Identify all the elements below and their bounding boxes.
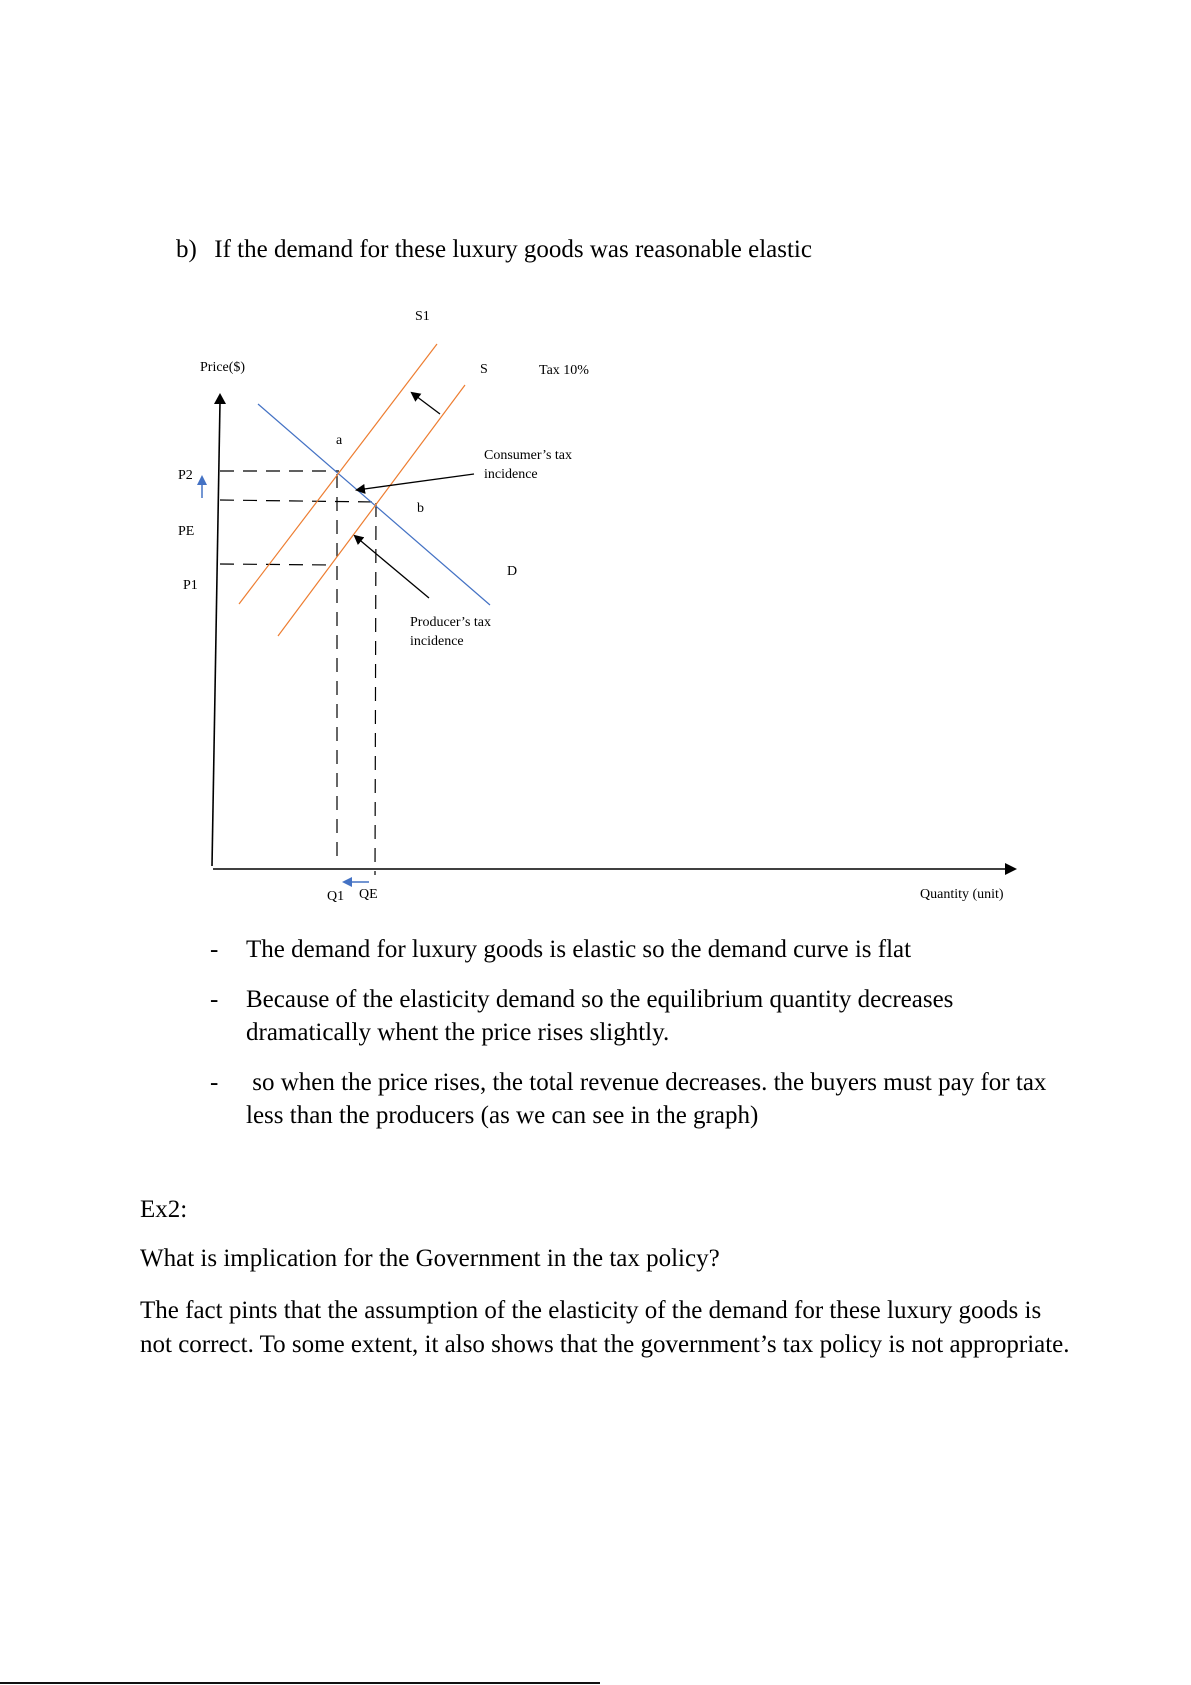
supply-curve-s1 (239, 344, 437, 604)
price-label-p1: P1 (183, 578, 198, 593)
point-label-a: a (336, 433, 343, 448)
shift-arrow-icon (412, 393, 440, 414)
list-item: - Because of the elasticity demand so the equilibrium quantity decreases dramatically whent the price rises slightly. (210, 986, 954, 1046)
demand-curve (258, 404, 490, 605)
exercise-answer: The fact pints that the assumption of the elasticity of the demand for these luxury goods is not correct. To some extent, it also shows that the government’s tax policy is not appropriate. (140, 1297, 1070, 1358)
section-number: b) (176, 236, 197, 263)
curve-label-s1: S1 (415, 309, 430, 324)
point-label-b: b (417, 501, 424, 516)
price-label-pe: PE (178, 524, 195, 539)
tax-label: Tax 10% (539, 363, 589, 378)
y-axis (212, 393, 226, 866)
guide-lines (220, 471, 376, 875)
consumer-incidence-arrow-icon (357, 474, 474, 490)
quantity-label-q1: Q1 (327, 889, 345, 904)
exercise-question: What is implication for the Government in the tax policy? (140, 1245, 720, 1272)
x-axis (213, 863, 1017, 875)
exercise-title: Ex2: (140, 1196, 188, 1223)
quantity-label-qe: QE (359, 887, 378, 902)
producer-incidence-arrow-icon (355, 536, 429, 598)
list-item: - The demand for luxury goods is elastic so the demand curve is flat (210, 936, 912, 963)
curve-label-s: S (480, 362, 488, 377)
producer-incidence-label: Producer’s tax incidence (410, 615, 491, 649)
curve-label-d: D (507, 564, 518, 579)
page-bottom-rule (0, 1682, 600, 1684)
list-item: - so when the price rises, the total revenue decreases. the buyers must pay for tax less than the producers (as we can see in the graph) (210, 1069, 1053, 1129)
bullet-list (210, 933, 1060, 1149)
section-title: If the demand for these luxury goods was reasonable elastic (214, 236, 812, 263)
x-axis-label: Quantity (unit) (920, 887, 1004, 902)
price-label-p2: P2 (178, 468, 193, 483)
supply-curve-s (278, 385, 465, 636)
consumer-incidence-label: Consumer’s tax incidence (484, 448, 573, 482)
y-axis-label: Price($) (200, 360, 246, 375)
